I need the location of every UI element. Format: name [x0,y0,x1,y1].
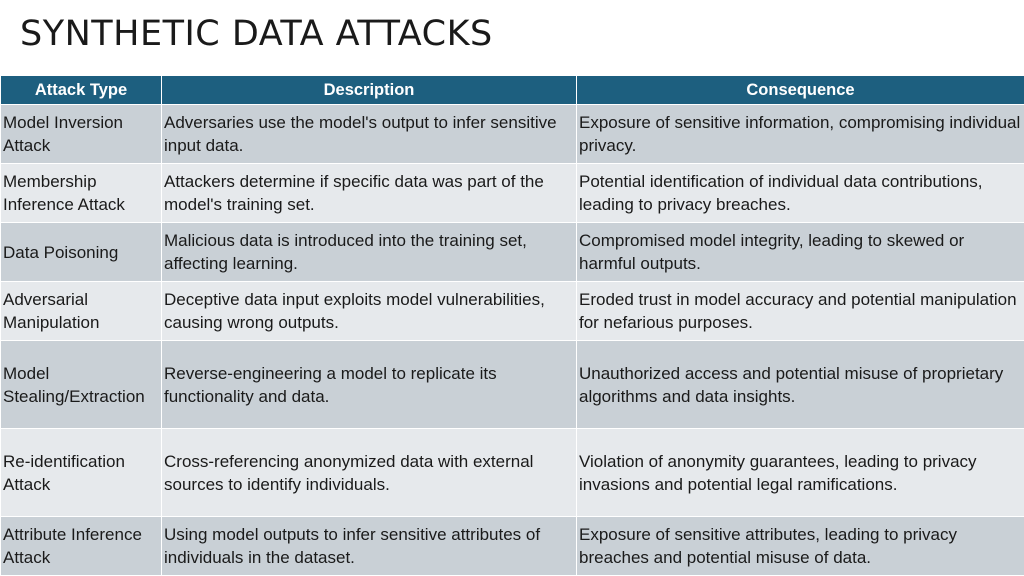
header-consequence: Consequence [577,76,1024,105]
description-cell: Cross-referencing anonymized data with external sources to identify individuals. [162,429,577,517]
description-cell: Malicious data is introduced into the training set, affecting learning. [162,223,577,282]
description-cell: Reverse-engineering a model to replicate its functionality and data. [162,341,577,429]
consequence-cell: Unauthorized access and potential misuse of proprietary algorithms and data insights. [577,341,1024,429]
table-row [1,282,1024,341]
header-attack-type: Attack Type [1,76,162,105]
attack-type-cell: Data Poisoning [1,223,162,282]
attack-type-cell: Attribute Inference Attack [1,517,162,576]
consequence-cell: Eroded trust in model accuracy and potential manipulation for nefarious purposes. [577,282,1024,341]
header-description: Description [162,76,577,105]
attack-type-cell: Adversarial Manipulation [1,282,162,341]
description-cell: Adversaries use the model's output to infer sensitive input data. [162,105,577,164]
table-row [1,223,1024,282]
table-row [1,164,1024,223]
attack-type-cell: Model Inversion Attack [1,105,162,164]
table-row [1,517,1024,576]
attacks-table [0,75,1024,576]
consequence-cell: Potential identification of individual data contributions, leading to privacy breaches. [577,164,1024,223]
table-row [1,105,1024,164]
table-row [1,429,1024,517]
description-cell: Using model outputs to infer sensitive attributes of individuals in the dataset. [162,517,577,576]
table-row [1,341,1024,429]
attack-type-cell: Re-identification Attack [1,429,162,517]
consequence-cell: Compromised model integrity, leading to skewed or harmful outputs. [577,223,1024,282]
consequence-cell: Violation of anonymity guarantees, leading to privacy invasions and potential legal ramifications. [577,429,1024,517]
slide-title: SYNTHETIC DATA ATTACKS [20,14,493,54]
attack-type-cell: Model Stealing/Extraction [1,341,162,429]
attack-type-cell: Membership Inference Attack [1,164,162,223]
consequence-cell: Exposure of sensitive attributes, leading to privacy breaches and potential misuse of data. [577,517,1024,576]
description-cell: Attackers determine if specific data was part of the model's training set. [162,164,577,223]
table-header-row [1,76,1024,105]
consequence-cell: Exposure of sensitive information, compromising individual privacy. [577,105,1024,164]
description-cell: Deceptive data input exploits model vulnerabilities, causing wrong outputs. [162,282,577,341]
